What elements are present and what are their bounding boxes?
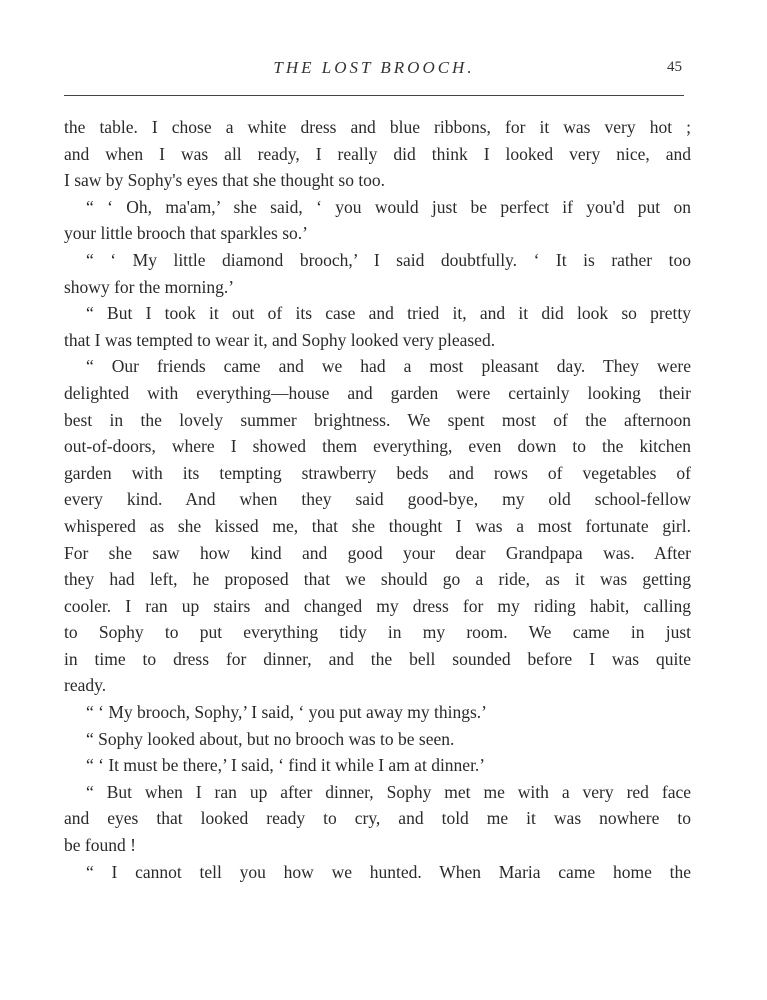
text-line: they had left, he proposed that we should go a ride, as it was getting <box>64 569 691 590</box>
text-line: ready. <box>64 675 107 696</box>
text-line: be found ! <box>64 835 136 856</box>
text-line: out-of-doors, where I showed them everything, even down to the kitchen <box>64 436 691 457</box>
text-line: “ ‘ Oh, ma'am,’ she said, ‘ you would just be perfect if you'd put on <box>86 196 691 217</box>
text-line: For she saw how kind and good your dear Grandpapa was. After <box>64 542 691 563</box>
text-line: “ Our friends came and we had a most pleasant day. They were <box>86 356 691 377</box>
text-line: to Sophy to put everything tidy in my room. We came in just <box>64 622 691 643</box>
text-line: I saw by Sophy's eyes that she thought so too. <box>64 170 386 191</box>
text-line: in time to dress for dinner, and the bell sounded before I was quite <box>64 648 691 669</box>
text-line: showy for the morning.’ <box>64 276 235 297</box>
text-line: delighted with everything—house and garden were certainly looking their <box>64 382 691 403</box>
running-header <box>64 58 684 88</box>
text-line: the table. I chose a white dress and blue ribbons, for it was very hot ; <box>64 117 691 137</box>
text-line: “ ‘ It must be there,’ I said, ‘ find it while I am at dinner.’ <box>86 755 486 776</box>
text-line: “ Sophy looked about, but no brooch was to be seen. <box>86 728 455 749</box>
text-line: best in the lovely summer brightness. We spent most of the afternoon <box>64 409 691 430</box>
text-line: and when I was all ready, I really did think I looked very nice, and <box>64 143 691 164</box>
text-line: garden with its tempting strawberry beds and rows of vegetables of <box>64 462 691 483</box>
body-text <box>64 114 691 885</box>
text-line: “ ‘ My brooch, Sophy,’ I said, ‘ you put away my things.’ <box>86 702 487 723</box>
text-line: and eyes that looked ready to cry, and told me it was nowhere to <box>64 808 691 829</box>
text-line: “ But when I ran up after dinner, Sophy met me with a very red face <box>86 781 691 802</box>
text-line: every kind. And when they said good-bye, my old school-fellow <box>64 489 691 510</box>
page-number: 45 <box>667 59 682 75</box>
text-line: your little brooch that sparkles so.’ <box>64 223 308 244</box>
text-line: “ ‘ My little diamond brooch,’ I said doubtfully. ‘ It is rather too <box>86 249 691 270</box>
text-line: “ But I took it out of its case and tried it, and it did look so pretty <box>86 303 691 324</box>
text-line: “ I cannot tell you how we hunted. When Maria came home the <box>86 861 691 882</box>
header-rule <box>64 95 684 96</box>
running-title: THE LOST BROOCH. <box>273 58 475 77</box>
text-line: that I was tempted to wear it, and Sophy looked very pleased. <box>64 329 496 350</box>
text-line: cooler. I ran up stairs and changed my dress for my riding habit, calling <box>64 595 691 616</box>
text-line: whispered as she kissed me, that she thought I was a most fortunate girl. <box>64 515 691 536</box>
